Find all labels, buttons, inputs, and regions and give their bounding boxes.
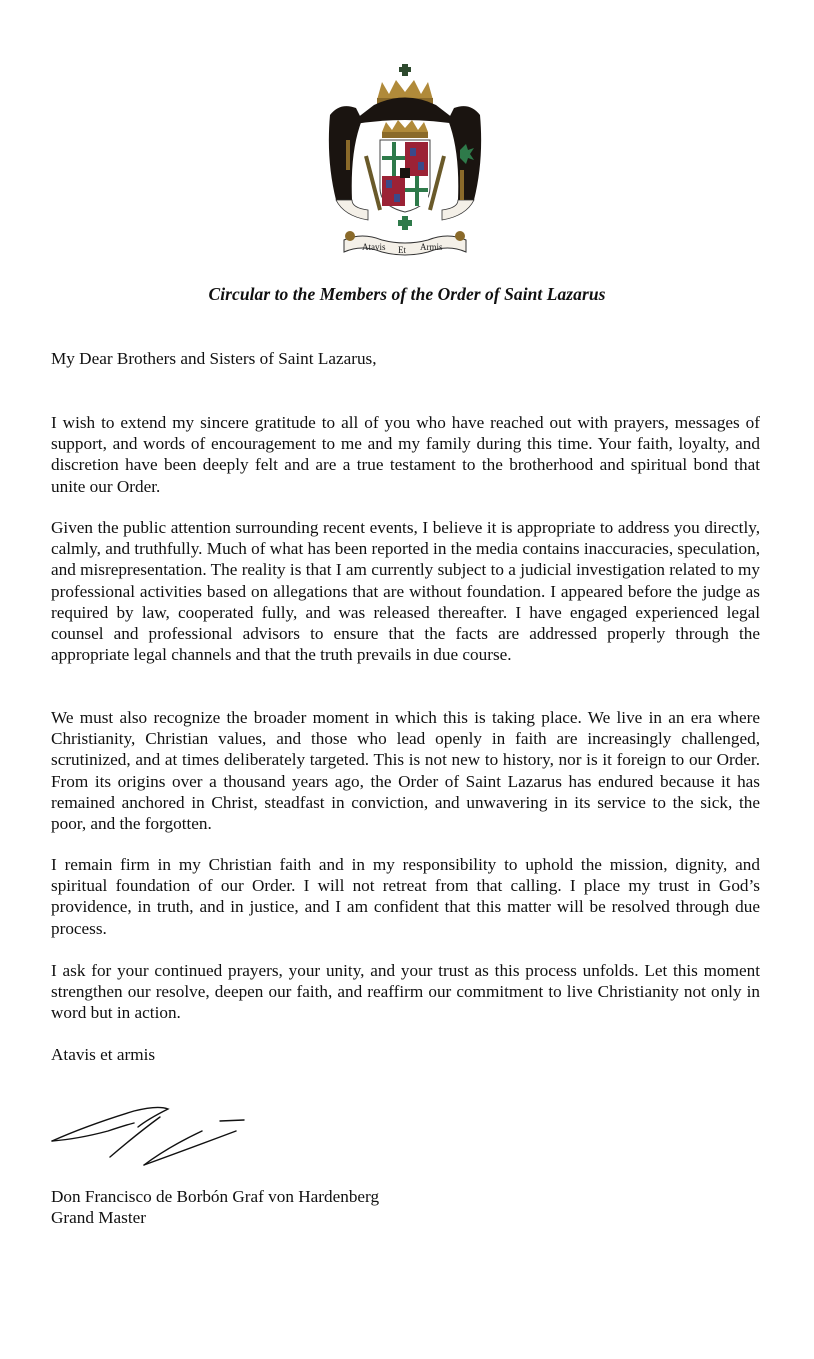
paragraph-investigation: Given the public attention surrounding recent events, I believe it is appropriate to address you directly, calmly, and truthfully. Much of what has been reported in the media contains inaccuracies, speculation, and misrepresentation. The reality is that I am currently subject to a judicial investigation related to my professional activities based on allegations that are without foundation. I appeared before the judge as required by law, cooperated fully, and was released thereafter. I have engaged experienced legal counsel and professional advisors to ensure that the facts are addressed properly through the appropriate legal channels and that the truth prevails in due course. (51, 518, 760, 665)
document-title: Circular to the Members of the Order of Saint Lazarus (208, 284, 606, 304)
coat-of-arms-icon (322, 60, 488, 260)
svg-text:Armis: Armis (420, 242, 443, 252)
paragraph-prayers: I ask for your continued prayers, your unity, and your trust as this process unfolds. Let this moment strengthen our resolve, deepen our faith, and reaffirm our commitment to live Christianity not only in word but in action. (51, 961, 760, 1023)
paragraph-gratitude: I wish to extend my sincere gratitude to all of you who have reached out with prayers, messages of support, and words of encouragement to me and my family during this time. Your faith, loyalty, and discretion have been deeply felt and are a true testament to the brotherhood and spiritual bond that unite our Order. (51, 413, 760, 496)
svg-text:Et: Et (398, 245, 406, 255)
signatory-name: Don Francisco de Borbón Graf von Hardenberg (51, 1187, 380, 1206)
salutation: My Dear Brothers and Sisters of Saint Lazarus, (51, 349, 377, 368)
svg-text:Atavis: Atavis (362, 242, 386, 252)
signatory-title: Grand Master (51, 1208, 146, 1227)
closing-motto: Atavis et armis (51, 1045, 156, 1064)
paragraph-broader-moment: We must also recognize the broader moment in which this is taking place. We live in an era where Christianity, Christian values, and those who lead openly in faith are increasingly challenged, scrutinized, and at times deliberately targeted. This is not new to history, nor is it foreign to our Order. From its origins over a thousand years ago, the Order of Saint Lazarus has endured because it has remained anchored in Christ, steadfast in conviction, and unwavering in its service to the sick, the poor, and the forgotten. (51, 708, 760, 834)
handwritten-signature-icon (48, 1103, 248, 1169)
paragraph-faith: I remain firm in my Christian faith and in my responsibility to uphold the mission, dignity, and spiritual foundation of our Order. I will not retreat from that calling. I place my trust in God’s providence, in truth, and in justice, and I am confident that this matter will be resolved through due process. (51, 855, 760, 938)
